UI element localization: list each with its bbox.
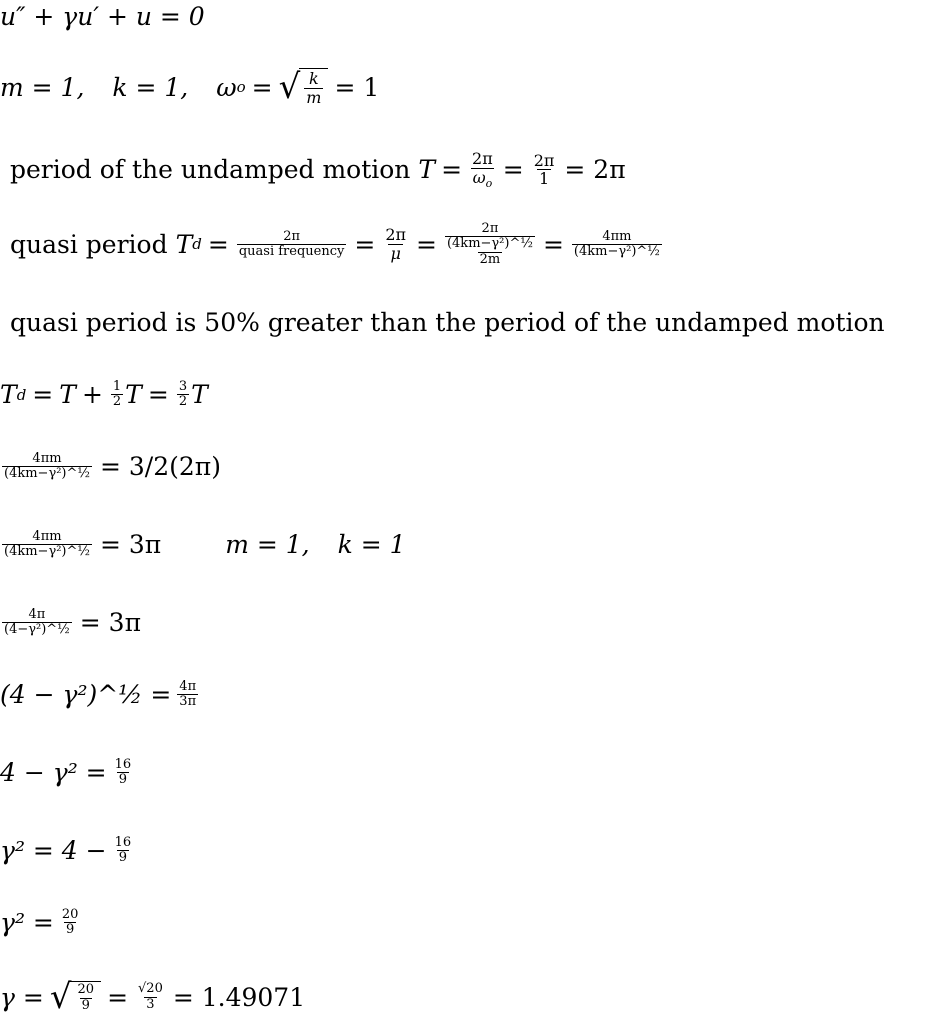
- quasi-frac-2: $\frac{2\pi}{\mu}$: [385, 225, 407, 263]
- period-line: period of the undamped motion T = $\frac{2\pi}{\omega_o}$ = $\frac{2\pi}{1}$ = 2π: [10, 149, 626, 190]
- step-3-line: [0, 608, 147, 638]
- quasi-frac-3: 2π (4km−γ²)^½ 2m: [446, 221, 533, 267]
- quasi-frac-1: $\frac{2\pi}{\text{quasi frequency}}$: [238, 228, 345, 259]
- step-8-result: = 1.49071: [172, 982, 306, 1012]
- equation-line: [0, 2, 205, 31]
- step-6-line: [0, 836, 135, 866]
- step-6-frac: $\frac{16}{9}$: [114, 835, 132, 866]
- step-8-frac: $\frac{√20}{3}$: [138, 981, 163, 1012]
- step-7-frac: $\frac{20}{9}$: [61, 907, 79, 938]
- step-1-frac: $\frac{4\pi m}{\text{(4km−γ²)\textasciicircum{}½}}$: [4, 451, 90, 482]
- step-2-rhs: = 3π: [100, 530, 162, 560]
- step-1-line: [0, 452, 227, 482]
- ode-equation: u″ + γu′ + u = 0: [0, 2, 205, 31]
- quasi-period-line: quasi period T d = $\frac{2\pi}{\text{quasi frequency}}$ = $\frac{2\pi}{\mu}$ = 2π (4km−γ²)^½ 2m = $\frac{4\pi m}{\text{(4km−γ²)\textasciicircum{}½}}$: [10, 221, 660, 267]
- step-4-lhs: (4 − γ²)^½ =: [0, 680, 172, 710]
- step-4-frac: $\frac{4\pi}{3\pi}$: [179, 679, 197, 710]
- step-5-line: [0, 758, 135, 788]
- params-line: m = 1, k = 1, ω o = √ $\frac{k}{m}$ = 1: [0, 67, 380, 108]
- step-7-lhs: γ² =: [0, 908, 54, 938]
- step-6-lhs: γ² = 4 −: [0, 836, 107, 866]
- statement-line: [0, 308, 885, 337]
- step-3-rhs: = 3π: [79, 608, 142, 638]
- step-5-lhs: 4 − γ² =: [0, 758, 107, 788]
- step-2-line: [0, 530, 406, 560]
- step-5-frac: $\frac{16}{9}$: [114, 757, 132, 788]
- step-2-note-k: k = 1: [337, 530, 406, 560]
- param-k: k = 1,: [112, 72, 189, 102]
- quasi-frac-4: $\frac{4\pi m}{\text{(4km−γ²)\textasciicircum{}½}}$: [573, 228, 660, 259]
- period-frac-2: $\frac{2\pi}{1}$: [533, 150, 555, 189]
- step-2-frac: $\frac{4\pi m}{\text{(4km−γ²)\textasciicircum{}½}}$: [4, 529, 90, 560]
- param-m: m = 1,: [0, 72, 85, 102]
- step-3-frac: $\frac{4\pi}{\text{(4−γ²)\textasciicircum{}½}}$: [4, 607, 70, 638]
- td-relation-line: T d = T + $\frac{1}{2}$ T = $\frac{3}{2}$ T: [0, 379, 208, 410]
- statement-text: quasi period is 50% greater than the period of the undamped motion: [10, 308, 885, 337]
- step-1-rhs: = 3/2(2π): [100, 452, 221, 482]
- omega-result: = 1: [334, 72, 380, 102]
- quasi-period-label: quasi period: [10, 229, 168, 259]
- step-8-line: γ = √ $\frac{20}{9}$ = $\frac{√20}{3}$ = 1.49071: [0, 977, 306, 1017]
- period-frac-1: $\frac{2\pi}{\omega_o}$: [472, 149, 493, 190]
- step-8-lhs: γ =: [0, 982, 44, 1012]
- omega-subscript: o: [236, 78, 246, 97]
- sqrt-k-over-m: √ $\frac{k}{m}$: [279, 68, 329, 106]
- step-4-line: [0, 680, 200, 710]
- step-8-sqrt: √ $\frac{20}{9}$: [50, 980, 101, 1014]
- omega-symbol: ω: [216, 72, 237, 102]
- period-label: period of the undamped motion: [10, 155, 411, 185]
- step-2-note-m: m = 1,: [225, 530, 310, 560]
- step-7-line: [0, 908, 82, 938]
